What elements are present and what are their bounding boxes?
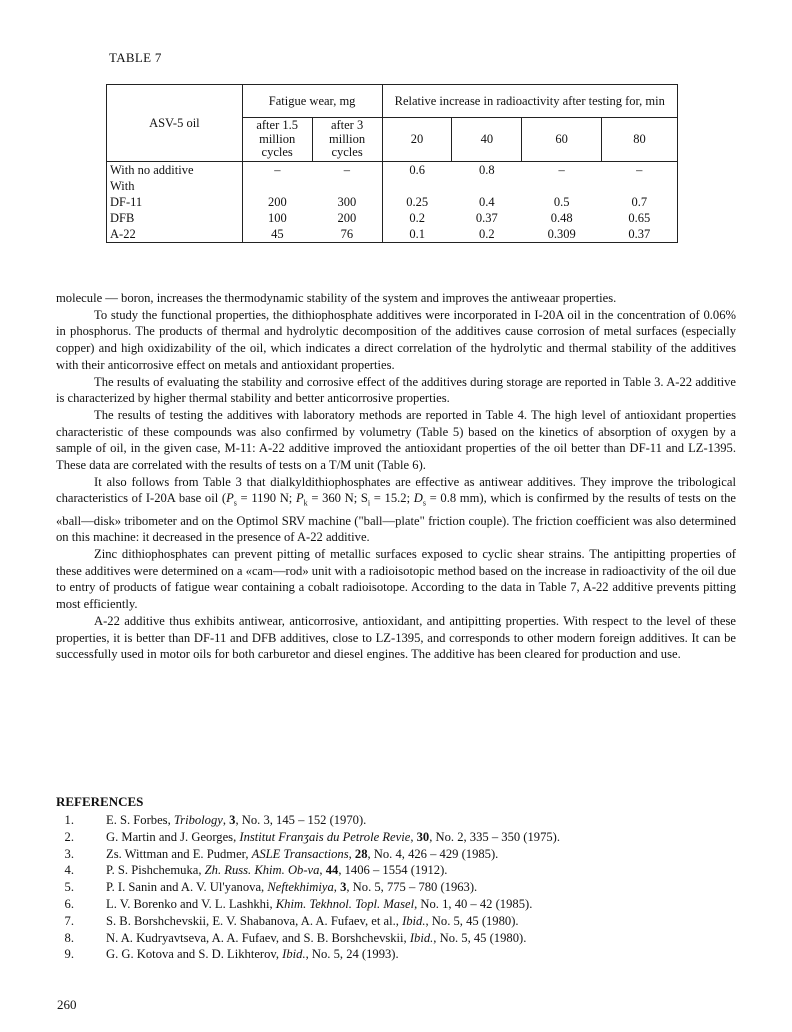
text-run: L. V. Borenko and V. L. Lashkhi,: [106, 896, 276, 911]
text-run: P. S. Pishchemuka,: [106, 863, 205, 878]
text-run: N. A. Kudryavtseva, A. A. Fufaev, and S. B. Borshchevskii,: [106, 930, 410, 945]
row-label: DFB: [107, 210, 243, 226]
text-run: , No. 3, 145 – 152 (1970).: [235, 813, 367, 827]
table-row: [107, 226, 678, 243]
journal-name: Khim. Tekhnol. Topl. Masel: [275, 896, 415, 911]
table-cell: [452, 178, 522, 194]
table-cell: [522, 178, 602, 194]
reference-text: [106, 896, 746, 913]
reference-number: 2.: [64, 829, 74, 844]
header-80-min: 80: [602, 118, 678, 162]
header-60-min: 60: [522, 118, 602, 162]
reference-number: 3.: [64, 846, 74, 861]
text-run: ,: [333, 880, 341, 895]
text-run: , No. 1, 40 – 42 (1985).: [414, 896, 533, 911]
row-label: With: [107, 178, 243, 194]
reference-item: [56, 896, 746, 913]
reference-text: [106, 913, 746, 930]
reference-text: [106, 930, 746, 947]
reference-number: 7.: [64, 913, 74, 928]
text-run: , No. 4, 426 – 429 (1985).: [367, 846, 499, 861]
table-cell: 300: [337, 194, 357, 209]
table-cell: 100: [242, 210, 312, 226]
paragraph: [56, 474, 736, 546]
text-run: ,: [348, 846, 355, 861]
reference-number: 8.: [64, 930, 74, 945]
paragraph: The results of testing the additives with laboratory methods are reported in Table 4. The high level of antioxidant properties characteristic of these compounds was also confirmed by volumetry (Table 5) based on the kinetics of absorption of oxygen by a sample of oil, in the given case, M-11: A-22 additive improved the antioxidant properties of the oil better than DF-11 and LZ-1395. These data are correlated with the results of tests on a T/M unit (Table 6).: [56, 407, 736, 473]
table-cell: 200: [337, 210, 357, 225]
text-run: = 0.8 mm), which is confirmed by the results of tests on the «ball—disk» tribometer and on the Optimol SRV machine ("ball—plate" friction couple). The friction coefficient was also determined on this machine: it decreased in the presence of A-22 additive.: [56, 491, 736, 545]
symbol: P: [295, 491, 304, 506]
text-run: , 1406 – 1554 (1912).: [338, 863, 448, 878]
reference-item: [56, 913, 746, 930]
row-label: A-22: [107, 226, 243, 243]
subscript: s: [422, 498, 426, 508]
header-after-1-5-million: after 1.5 million cycles: [242, 118, 312, 162]
header-oil: ASV-5 oil: [107, 85, 243, 162]
subscript: s: [233, 498, 237, 508]
table-cell: 0.4: [479, 194, 495, 209]
references-heading: REFERENCES: [56, 794, 144, 809]
volume-number: 30: [416, 829, 430, 844]
volume-number: 28: [354, 846, 368, 861]
journal-name: ASLE Transactions: [251, 846, 349, 861]
text-run: E. S. Forbes,: [106, 813, 174, 827]
volume-number: 44: [325, 863, 339, 878]
text-run: = 360 N; S: [307, 491, 368, 506]
header-radioactivity: Relative increase in radioactivity after testing for, min: [382, 85, 677, 118]
table-cell: –: [602, 161, 678, 178]
table-cell: 0.309: [522, 226, 602, 243]
table-cell: 200: [242, 194, 312, 210]
references-list: [56, 812, 746, 963]
table-caption: TABLE 7: [109, 50, 162, 65]
table-cell: 0.2: [382, 210, 452, 226]
text-run: ,: [319, 863, 326, 878]
reference-text: [106, 879, 746, 896]
reference-text: [106, 862, 746, 879]
reference-number: 9.: [64, 947, 74, 962]
text-run: P. I. Sanin and A. V. Ul'yanova,: [106, 880, 268, 895]
text-run: Zs. Wittman and E. Pudmer,: [106, 846, 252, 861]
paragraph: A-22 additive thus exhibits antiwear, anticorrosive, antioxidant, and antipitting properties. With respect to the level of these properties, it is better than DF-11 and DFB additives, close to LZ-1395, and corresponds to other modern foreign additives. It can be successfully used in motor oils for both carburetor and diesel engines. The additive has been cleared for production and use.: [56, 613, 736, 662]
journal-name: Tribology: [173, 813, 223, 827]
journal-name: Zh. Russ. Khim. Ob-va: [204, 863, 320, 878]
text-run: ,: [222, 813, 230, 827]
table-cell: –: [558, 162, 565, 177]
text-run: = 15.2;: [370, 491, 414, 506]
header-20-min: 20: [382, 118, 452, 162]
table-cell: –: [343, 162, 350, 177]
text-run: G. G. Kotova and S. D. Likhterov,: [106, 947, 283, 962]
table-cell: 0.37: [475, 210, 498, 225]
page-number: 260: [57, 997, 77, 1012]
volume-number: 3: [340, 880, 347, 895]
subscript: k: [303, 498, 308, 508]
table-row: [107, 178, 678, 194]
journal-name: Institut Franʒais du Petrole Revie: [239, 829, 411, 844]
text-run: , No. 5, 45 (1980).: [425, 913, 519, 928]
reference-item: [56, 829, 746, 846]
text-run: G. Martin and J. Georges,: [106, 829, 240, 844]
text-run: S. B. Borshchevskii, E. V. Shabanova, A. A. Fufaev, et al.,: [106, 913, 403, 928]
paragraph: molecule — boron, increases the thermodynamic stability of the system and improves the antiweaar properties.: [56, 291, 617, 305]
journal-name: Ibid.: [282, 947, 306, 962]
data-table: [106, 84, 678, 243]
table-cell: [602, 178, 678, 194]
header-40-min: 40: [452, 118, 522, 162]
reference-number: 5.: [64, 880, 74, 895]
paragraph: The results of evaluating the stability and corrosive effect of the additives during storage are reported in Table 3. A-22 additive is characterized by higher thermal stability and better anticorrosive properties.: [56, 374, 736, 406]
reference-item: [56, 879, 746, 896]
reference-text: [106, 812, 746, 829]
table-cell: 0.6: [382, 161, 452, 178]
text-run: , No. 2, 335 – 350 (1975).: [429, 829, 561, 844]
row-label: With no additive: [107, 161, 243, 178]
table-cell: [312, 178, 382, 194]
symbol: P: [226, 491, 234, 506]
table-cell: 76: [312, 226, 382, 243]
paragraph: Zinc dithiophosphates can prevent pitting of metallic surfaces exposed to cyclic shear strains. The antipitting properties of these additives were determined on a «cam—rod» unit with a radioisotopic method based on the increase in radioactivity of the oil due to entry of products of fatigue wear containing a cobalt radioisotope. According to the data in Table 7, A-22 additive prevents pitting most efficiently.: [56, 547, 736, 612]
reference-item: [56, 812, 746, 829]
table-row: [107, 194, 678, 210]
body-text: [56, 290, 736, 663]
text-run: , No. 5, 24 (1993).: [305, 947, 399, 962]
reference-item: [56, 846, 746, 863]
table-cell: 0.7: [602, 194, 678, 210]
table-row: [107, 161, 678, 178]
table-cell: –: [242, 161, 312, 178]
reference-text: [106, 946, 746, 963]
reference-number: 6.: [64, 896, 74, 911]
reference-text: [106, 846, 746, 863]
reference-number: 1.: [64, 813, 74, 827]
table-cell: 0.8: [479, 162, 495, 177]
reference-number: 4.: [64, 863, 74, 878]
reference-item: [56, 862, 746, 879]
table-cell: 0.1: [382, 226, 452, 243]
text-run: It also follows from Table 3 that dialkyldithiophosphates are effective as antiwear additives. They improve the tribological characteristics of I-20A base oil (: [56, 474, 736, 506]
reference-text: [106, 829, 746, 846]
reference-item: [56, 946, 746, 963]
subscript: i: [367, 498, 371, 508]
table-cell: 0.5: [553, 194, 570, 209]
table-cell: 0.37: [602, 226, 678, 243]
journal-name: Ibid.: [409, 930, 434, 945]
text-run: ,: [410, 829, 417, 844]
table-cell: [242, 178, 312, 194]
text-run: , No. 5, 775 – 780 (1963).: [346, 880, 478, 895]
symbol: D: [413, 491, 423, 506]
table-cell: [382, 178, 452, 194]
journal-name: Neftekhimiya: [267, 880, 334, 895]
text-run: = 1190 N;: [236, 491, 296, 506]
journal-name: Ibid.: [402, 913, 426, 928]
paragraph: To study the functional properties, the dithiophosphate additives were incorporated in I-20A oil in the concentration of 0.06% in phosphorus. The products of thermal and hydrolytic decomposition of the additives cause corrosion of metal surfaces (especially copper) and high oxidizability of the oil, which indicates a direct correlation of the hydrolytic and thermal stability of the additives with their anticorrosive effect on metals and antioxidant properties.: [56, 307, 736, 372]
text-run: , No. 5, 45 (1980).: [433, 930, 527, 945]
table-cell: 45: [242, 226, 312, 243]
reference-item: [56, 930, 746, 947]
table-cell: 0.48: [550, 210, 573, 225]
table-cell: 0.2: [452, 226, 522, 243]
table-cell: 0.25: [382, 194, 452, 210]
volume-number: 3: [229, 813, 236, 827]
row-label: DF-11: [107, 194, 243, 210]
header-fatigue-wear: Fatigue wear, mg: [242, 85, 382, 118]
table-cell: 0.65: [602, 210, 678, 226]
header-after-3-million: after 3 million cycles: [312, 118, 382, 162]
table-row: [107, 210, 678, 226]
